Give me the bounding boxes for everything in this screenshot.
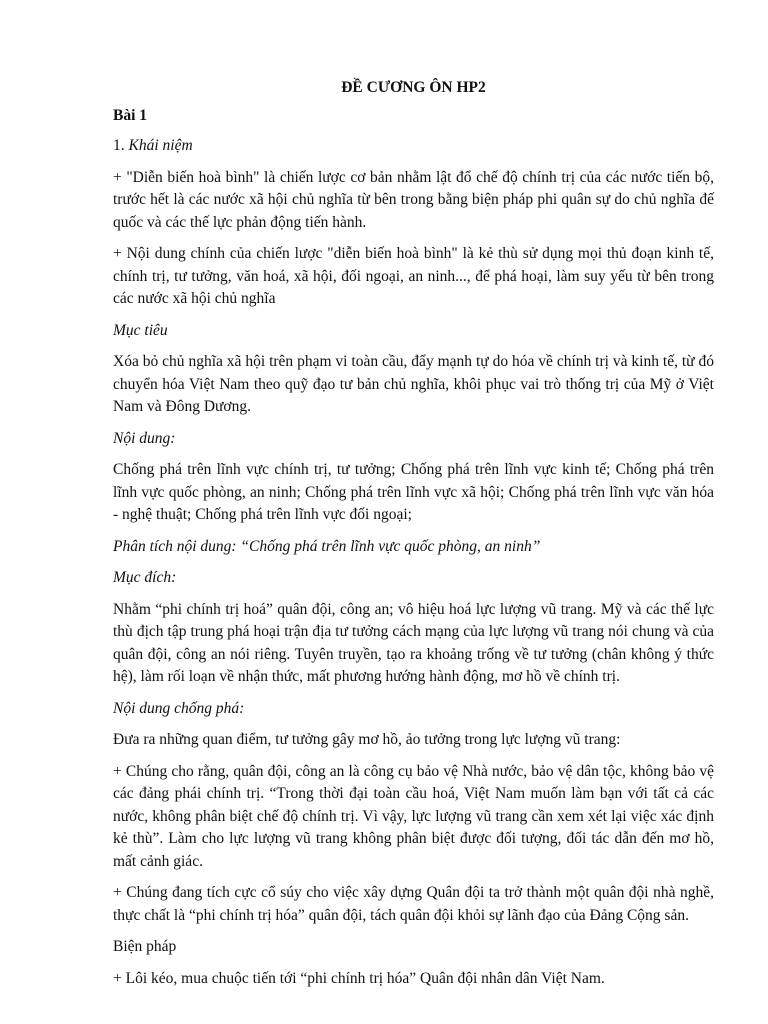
bullet-paragraph-1: + Chúng cho rằng, quân đội, công an là công cụ bảo vệ Nhà nước, bảo vệ dân tộc, không bảo vệ các đảng phái chính trị. “Trong thời đại toàn cầu hoá, Việt Nam muốn làm bạn với tất cả các nước, không phân biệt chế độ chính trị. Vì vậy, lực lượng vũ trang cần xem xét lại việc xác định kẻ thù”. Làm cho lực lượng vũ trang không phân biệt được đối tượng, đối tác dẫn đến mơ hồ, mất cảnh giác. bbox=[113, 762, 714, 870]
bien-phap-heading: Biện pháp bbox=[113, 938, 177, 955]
section-title: Khái niệm bbox=[128, 137, 193, 154]
document-page bbox=[113, 78, 714, 999]
muc-dich-heading: Mục đích: bbox=[113, 569, 177, 586]
noi-dung-heading: Nội dung: bbox=[113, 429, 176, 447]
main-content-paragraph: + Nội dung chính của chiến lược "diễn biến hoà bình" là kẻ thù sử dụng mọi thủ đoạn kinh tế, chính trị, tư tưởng, văn hoá, xã hội, đối ngoại, an ninh..., để phá hoại, làm suy yếu từ bên trong các nước xã hội chủ nghĩa bbox=[113, 245, 714, 307]
phan-tich-heading: Phân tích nội dung: “Chống phá trên lĩnh vực quốc phòng, an ninh” bbox=[113, 537, 541, 555]
bullet-paragraph-3: + Lôi kéo, mua chuộc tiến tới “phi chính trị hóa” Quân đội nhân dân Việt Nam. bbox=[113, 969, 605, 987]
bullet-paragraph-2: + Chúng đang tích cực cổ súy cho việc xây dựng Quân đội ta trở thành một quân đội nhà nghề, thực chất là “phi chính trị hóa” quân đội, tách quân đội khỏi sự lãnh đạo của Đảng Cộng sản. bbox=[113, 884, 714, 924]
section-heading bbox=[113, 135, 714, 158]
document-title: ĐỀ CƯƠNG ÔN HP2 bbox=[341, 79, 486, 96]
noi-dung-paragraph: Chống phá trên lĩnh vực chính trị, tư tưởng; Chống phá trên lĩnh vực kinh tế; Chống phá trên lĩnh vực quốc phòng, an ninh; Chống phá trên lĩnh vực xã hội; Chống phá trên lĩnh vực văn hóa - nghệ thuật; Chống phá trên lĩnh vực đối ngoại; bbox=[113, 461, 714, 523]
dua-ra-paragraph: Đưa ra những quan điểm, tư tưởng gây mơ hồ, ảo tưởng trong lực lượng vũ trang: bbox=[113, 731, 621, 748]
muc-dich-paragraph: Nhằm “phi chính trị hoá” quân đội, công an; vô hiệu hoá lực lượng vũ trang. Mỹ và các thế lực thù địch tập trung phá hoại trận địa tư tưởng cách mạng của lực lượng vũ trang nói chung và của quân đội, công an nói riêng. Tuyên truyền, tạo ra khoảng trống về tư tưởng (chân không ý thức hệ), làm rối loạn về nhận thức, mất phương hướng hành động, mơ hồ về chính trị. bbox=[113, 600, 714, 685]
definition-paragraph: + "Diễn biến hoà bình" là chiến lược cơ bản nhằm lật đổ chế độ chính trị của các nước tiến bộ, trước hết là các nước xã hội chủ nghĩa từ bên trong bằng biện pháp phi quân sự do chủ nghĩa đế quốc và các thế lực phản động tiến hành. bbox=[113, 168, 714, 231]
muc-tieu-heading: Mục tiêu bbox=[113, 321, 168, 339]
lesson-heading: Bài 1 bbox=[113, 107, 148, 124]
muc-tieu-paragraph: Xóa bỏ chủ nghĩa xã hội trên phạm vi toàn cầu, đẩy mạnh tự do hóa về chính trị và kinh tế, từ đó chuyển hóa Việt Nam theo quỹ đạo tư bản chủ nghĩa, khôi phục vai trò thống trị của Mỹ ở Việt Nam và Đông Dương. bbox=[113, 353, 714, 415]
section-number: 1. bbox=[113, 137, 129, 154]
noi-dung-chong-pha-heading: Nội dung chống phá: bbox=[113, 699, 245, 717]
